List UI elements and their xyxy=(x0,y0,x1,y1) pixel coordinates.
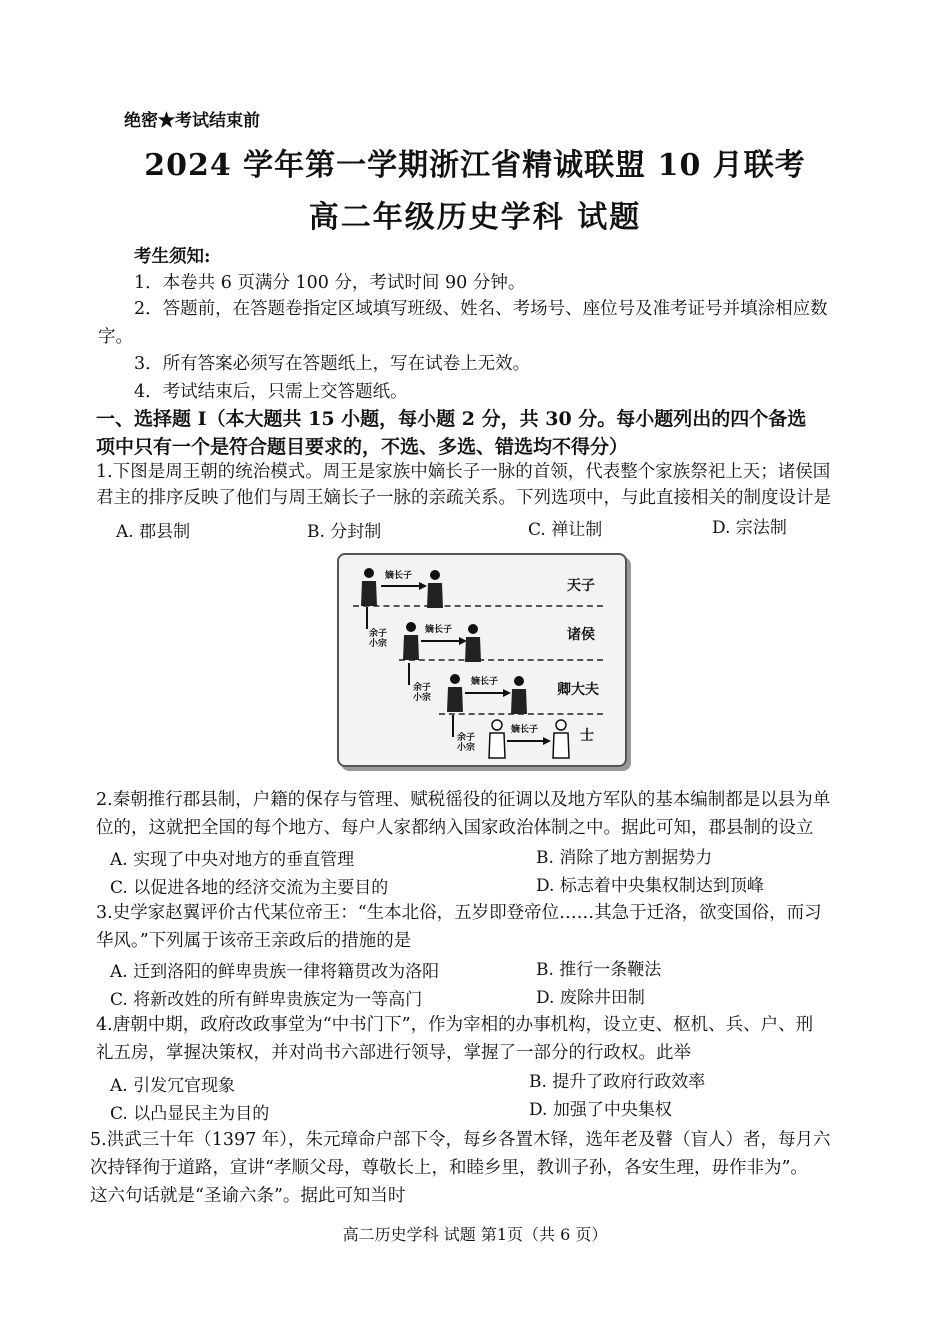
heir-figure-icon xyxy=(463,623,483,663)
question-2-stem: 2.秦朝推行郡县制，户籍的保存与管理、赋税徭役的征调以及地方军队的基本编制都是以县为单 xyxy=(96,790,831,810)
question-2-option-c: C. 以促进各地的经济交流为主要目的 xyxy=(110,878,389,898)
tier-divider xyxy=(399,659,603,661)
question-4-stem: 4.唐朝中期，政府改政事堂为“中书门下”，作为宰相的办事机构，设立吏、枢机、兵、户、刑 xyxy=(96,1015,814,1035)
question-1-option-d: D. 宗法制 xyxy=(712,518,787,538)
question-3-option-c: C. 将新改姓的所有鲜卑贵族定为一等高门 xyxy=(110,990,423,1010)
younger-son-label: 余子 小宗 xyxy=(413,683,432,703)
question-3-option-b: B. 推行一条鞭法 xyxy=(536,960,662,980)
tier-divider xyxy=(353,605,603,607)
branch-line-icon xyxy=(365,607,369,629)
question-4-option-b: B. 提升了政府行政效率 xyxy=(529,1072,706,1092)
eldest-son-label: 嫡长子 xyxy=(471,677,499,687)
question-3-stem: 3.史学家赵翼评价古代某位帝王：“生本北俗，五岁即登帝位……其急于迁洛，欲变国俗，而习 xyxy=(96,903,822,923)
younger-son-label: 余子 小宗 xyxy=(457,733,476,753)
page-footer: 高二历史学科 试题 第1页（共 6 页） xyxy=(342,1225,608,1244)
eldest-son-label: 嫡长子 xyxy=(425,625,453,635)
younger-son-label: 余子 小宗 xyxy=(369,629,388,649)
question-4-option-c: C. 以凸显民主为目的 xyxy=(110,1104,270,1124)
notice-item: 3．所有答案必须写在答题纸上，写在试卷上无效。 xyxy=(134,354,531,374)
question-2-option-b: B. 消除了地方割据势力 xyxy=(536,848,713,868)
question-5-stem: 这六句话就是“圣谕六条”。据此可知当时 xyxy=(90,1186,406,1206)
notice-item: 字。 xyxy=(98,327,133,347)
eldest-son-label: 嫡长子 xyxy=(511,725,539,735)
heir-figure-icon xyxy=(551,719,571,759)
question-5-stem: 次持铎徇于道路，宣讲“孝顺父母，尊敬长上，和睦乡里，教训子孙，各安生理，毋作非为”。 xyxy=(90,1158,808,1178)
notice-item: 4．考试结束后，只需上交答题纸。 xyxy=(134,382,408,402)
question-2-option-d: D. 标志着中央集权制达到顶峰 xyxy=(536,876,764,896)
feudal-lord-figure-icon xyxy=(401,621,421,661)
question-1-stem: 1.下图是周王朝的统治模式。周王是家族中嫡长子一脉的首领，代表整个家族祭祀上天；诸侯国 xyxy=(96,462,831,482)
heir-figure-icon xyxy=(425,569,445,609)
question-1-stem: 君主的排序反映了他们与周王嫡长子一脉的亲疏关系。下列选项中，与此直接相关的制度设计是 xyxy=(96,488,831,508)
arrow-right-icon xyxy=(465,689,511,697)
rank-label-qingdafu: 卿大夫 xyxy=(557,682,599,698)
question-2-option-a: A. 实现了中央对地方的垂直管理 xyxy=(110,850,355,870)
question-4-option-a: A. 引发冗官现象 xyxy=(110,1076,236,1096)
question-1-option-a: A. 郡县制 xyxy=(116,522,191,542)
branch-line-icon xyxy=(451,715,455,737)
exam-subtitle: 高二年级历史学科 试题 xyxy=(308,200,642,235)
branch-line-icon xyxy=(407,663,411,685)
question-3-option-d: D. 废除井田制 xyxy=(536,988,645,1008)
arrow-right-icon xyxy=(421,637,467,645)
rank-label-tianzi: 天子 xyxy=(567,578,595,594)
question-4-option-d: D. 加强了中央集权 xyxy=(529,1100,672,1120)
zhou-lineage-diagram xyxy=(337,553,631,770)
rank-label-zhuhou: 诸侯 xyxy=(567,627,595,643)
eldest-son-label: 嫡长子 xyxy=(385,571,413,581)
exam-title: 2024 学年第一学期浙江省精诚联盟 10 月联考 xyxy=(144,148,806,183)
minister-figure-icon xyxy=(445,673,465,713)
question-1-option-b: B. 分封制 xyxy=(307,522,382,542)
notice-heading: 考生须知: xyxy=(134,247,211,267)
question-3-stem: 华风。”下列属于该帝王亲政后的措施的是 xyxy=(96,931,412,951)
zhou-king-figure-icon xyxy=(359,567,379,607)
section-heading: 一、选择题 I（本大题共 15 小题，每小题 2 分，共 30 分。每小题列出的四个备选 xyxy=(96,408,807,430)
question-4-stem: 礼五房，掌握决策权，并对尚书六部进行领导，掌握了一部分的行政权。此举 xyxy=(96,1043,691,1063)
notice-item: 2．答题前，在答题卷指定区域填写班级、姓名、考场号、座位号及准考证号并填涂相应数 xyxy=(134,299,828,319)
section-heading-cont: 项中只有一个是符合题目要求的，不选、多选、错选均不得分） xyxy=(96,436,629,458)
heir-figure-icon xyxy=(509,675,529,715)
arrow-right-icon xyxy=(507,737,551,745)
diagram-card xyxy=(337,553,627,767)
confidential-label: 绝密★考试结束前 xyxy=(124,111,260,131)
question-5-stem: 5.洪武三十年（1397 年），朱元璋命户部下令，每乡各置木铎，选年老及瞽（盲人）者，每月六 xyxy=(90,1130,831,1150)
question-3-option-a: A. 迁到洛阳的鲜卑贵族一律将籍贯改为洛阳 xyxy=(110,962,440,982)
rank-label-shi: 士 xyxy=(580,728,594,744)
question-2-stem: 位的，这就把全国的每个地方、每户人家都纳入国家政治体制之中。据此可知，郡县制的设立 xyxy=(96,818,814,838)
scholar-figure-icon xyxy=(487,719,507,759)
question-1-option-c: C. 禅让制 xyxy=(528,520,603,540)
notice-item: 1．本卷共 6 页满分 100 分，考试时间 90 分钟。 xyxy=(134,273,526,293)
arrow-right-icon xyxy=(381,582,427,590)
